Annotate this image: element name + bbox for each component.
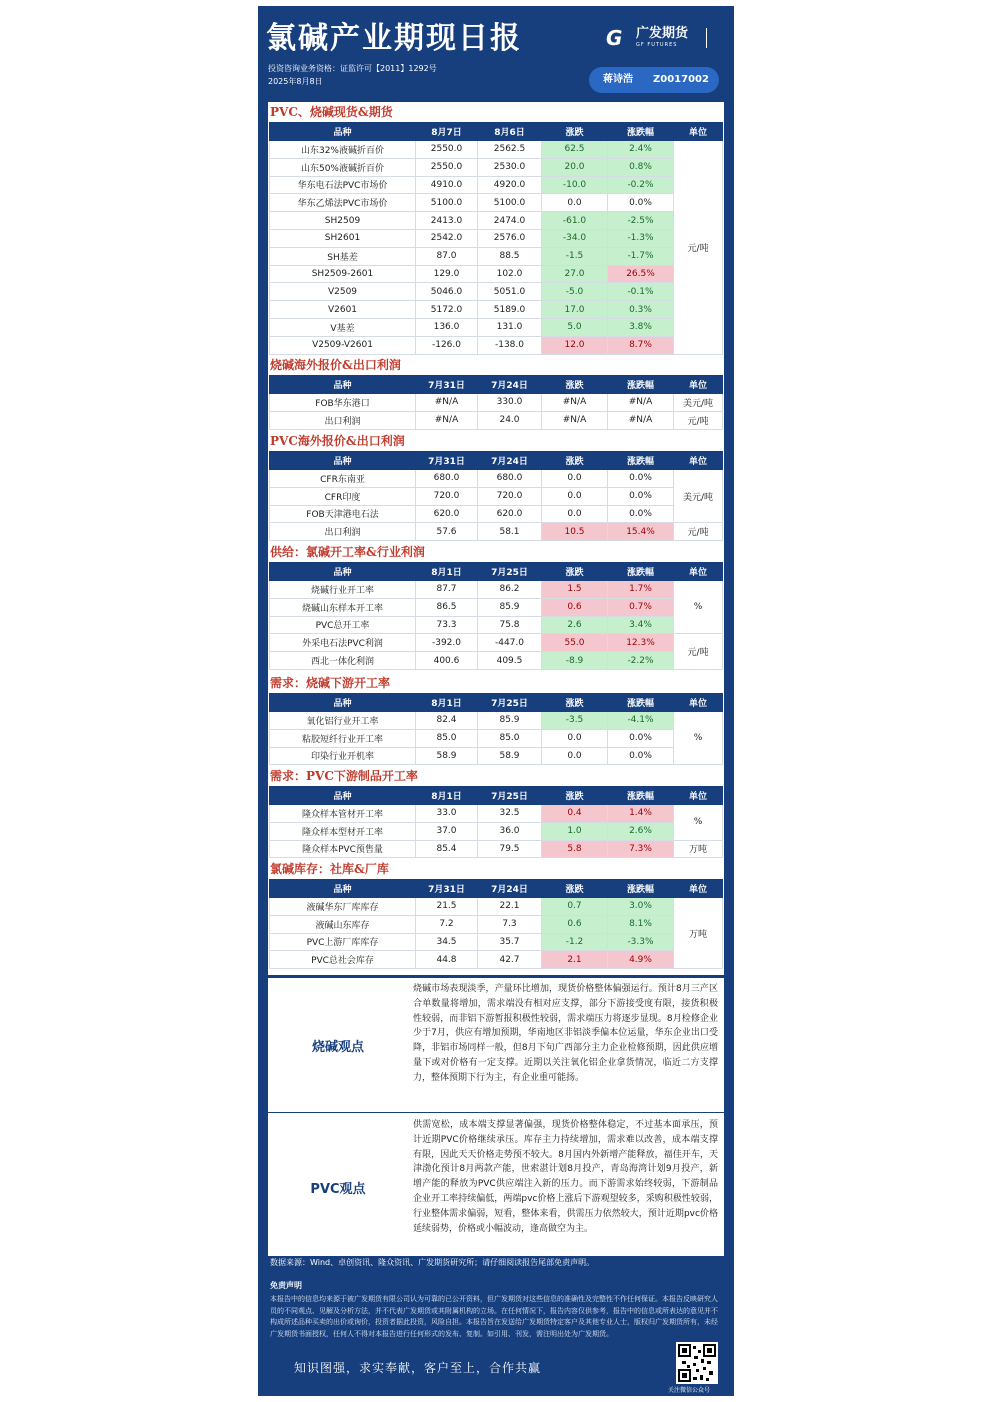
column-header: 7月31日 <box>416 376 478 394</box>
row-label: 粘胶短纤行业开工率 <box>270 729 416 747</box>
table-cell: -1.3% <box>608 229 674 247</box>
analyst-id: Z0017002 <box>653 74 709 85</box>
table-row <box>270 301 723 319</box>
row-label: 烧碱行业开工率 <box>270 581 416 599</box>
column-header: 8月1日 <box>416 787 478 805</box>
column-header: 品种 <box>270 452 416 470</box>
table-cell: 1.4% <box>608 805 674 823</box>
table-cell: 58.9 <box>478 747 542 765</box>
disclaimer-text: 本报告中的信息均来源于被广发期货有限公司认为可靠的已公开资料，但广发期货对这些信息的准确性及完整性不作任何保证。本报告反映研究人员的不同观点、见解及分析方法，并不代表广发期货或其附属机构的立场。在任何情况下，报告内容仅供参考，报告中的信息或所表达的意见并不构成所述品种买卖的出价或询价，投资者据此投资，风险自担。本报告旨在发送给广发期货特定客户及其他专业人士，版权归广发期货所有，未经广发期货书面授权，任何人不得对本报告进行任何形式的发布、复制。如引用、刊发，需注明出处为广发期货。 <box>270 1295 718 1338</box>
gf-logo-icon: G <box>606 26 623 50</box>
company-slogan: 知识图强，求实奉献，客户至上，合作共赢 <box>294 1361 542 1375</box>
section-title: 氯碱库存：社库&厂库 <box>270 862 389 876</box>
row-label: PVC总社会库存 <box>270 951 416 969</box>
table-cell: -126.0 <box>416 336 478 354</box>
column-header: 品种 <box>270 563 416 581</box>
row-label: SH2509-2601 <box>270 265 416 283</box>
table-cell: 86.5 <box>416 598 478 616</box>
column-header: 品种 <box>270 123 416 141</box>
unit-cell: 万吨 <box>674 840 723 858</box>
column-header: 7月25日 <box>478 787 542 805</box>
row-label: 出口利润 <box>270 523 416 541</box>
unit-cell: % <box>674 805 723 841</box>
column-header: 7月25日 <box>478 563 542 581</box>
qr-code <box>676 1342 718 1384</box>
column-header: 涨跌幅 <box>608 694 674 712</box>
table-cell: 17.0 <box>542 301 608 319</box>
section-title: 烧碱海外报价&出口利润 <box>270 358 401 372</box>
data-table <box>269 693 723 765</box>
data-table <box>269 451 723 541</box>
table-cell: 129.0 <box>416 265 478 283</box>
caustic-view-label: 烧碱观点 <box>311 1040 364 1055</box>
table-cell: 7.3% <box>608 840 674 858</box>
table-cell: 12.3% <box>608 634 674 652</box>
column-header: 涨跌幅 <box>608 563 674 581</box>
table-cell: 0.6 <box>542 915 608 933</box>
table-cell: 102.0 <box>478 265 542 283</box>
table-cell: -1.2 <box>542 933 608 951</box>
row-label: SH基差 <box>270 247 416 265</box>
table-cell: #N/A <box>542 394 608 412</box>
table-cell: 27.0 <box>542 265 608 283</box>
table-cell: 79.5 <box>478 840 542 858</box>
table-cell: #N/A <box>416 411 478 429</box>
table-cell: 136.0 <box>416 318 478 336</box>
section-title: 供给：氯碱开工率&行业利润 <box>270 545 425 559</box>
row-label: 西北一体化利润 <box>270 652 416 670</box>
unit-cell: 美元/吨 <box>674 470 723 523</box>
table-cell: -1.7% <box>608 247 674 265</box>
row-label: 华东电石法PVC市场价 <box>270 176 416 194</box>
table-cell: 33.0 <box>416 805 478 823</box>
table-cell: 2474.0 <box>478 212 542 230</box>
table-cell: 1.5 <box>542 581 608 599</box>
column-header: 涨跌 <box>542 694 608 712</box>
data-table <box>269 562 723 670</box>
row-label: FOB天津港电石法 <box>270 505 416 523</box>
row-label: PVC上游厂库库存 <box>270 933 416 951</box>
table-cell: 62.5 <box>542 141 608 159</box>
views-panel <box>268 978 724 1256</box>
table-cell: 32.5 <box>478 805 542 823</box>
license-text: 投资咨询业务资格：证监许可【2011】1292号 <box>268 64 437 73</box>
column-header: 涨跌幅 <box>608 787 674 805</box>
table-cell: -0.1% <box>608 283 674 301</box>
table-cell: 12.0 <box>542 336 608 354</box>
table-cell: 5046.0 <box>416 283 478 301</box>
row-label: SH2601 <box>270 229 416 247</box>
row-label: 液碱山东库存 <box>270 915 416 933</box>
table-row <box>270 729 723 747</box>
table-cell: 87.7 <box>416 581 478 599</box>
row-label: CFR印度 <box>270 487 416 505</box>
unit-cell: 元/吨 <box>674 141 723 355</box>
row-label: V2509-V2601 <box>270 336 416 354</box>
table-row <box>270 487 723 505</box>
table-cell: -8.9 <box>542 652 608 670</box>
table-cell: 409.5 <box>478 652 542 670</box>
data-table <box>269 879 723 969</box>
column-header: 涨跌 <box>542 376 608 394</box>
table-cell: 5100.0 <box>478 194 542 212</box>
table-cell: -61.0 <box>542 212 608 230</box>
row-label: 烧碱山东样本开工率 <box>270 598 416 616</box>
table-cell: 0.0 <box>542 505 608 523</box>
table-cell: 0.0 <box>542 470 608 488</box>
table-cell: 42.7 <box>478 951 542 969</box>
table-cell: 58.1 <box>478 523 542 541</box>
table-cell: 720.0 <box>416 487 478 505</box>
table-cell: -1.5 <box>542 247 608 265</box>
table-row <box>270 247 723 265</box>
row-label: 外采电石法PVC利润 <box>270 634 416 652</box>
data-table <box>269 375 723 430</box>
table-cell: 2.1 <box>542 951 608 969</box>
table-cell: 2.6% <box>608 822 674 840</box>
row-label: V基差 <box>270 318 416 336</box>
table-cell: 5.0 <box>542 318 608 336</box>
table-cell: 720.0 <box>478 487 542 505</box>
table-row <box>270 523 723 541</box>
row-label: 印染行业开机率 <box>270 747 416 765</box>
table-cell: -3.5 <box>542 712 608 730</box>
table-cell: -138.0 <box>478 336 542 354</box>
table-row <box>270 411 723 429</box>
report-page <box>258 6 734 1396</box>
table-row <box>270 598 723 616</box>
table-cell: 85.0 <box>478 729 542 747</box>
row-label: 隆众样本PVC预售量 <box>270 840 416 858</box>
column-header: 单位 <box>674 452 723 470</box>
row-label: 氧化铝行业开工率 <box>270 712 416 730</box>
row-label: 液碱华东厂库库存 <box>270 898 416 916</box>
column-header: 涨跌幅 <box>608 376 674 394</box>
report-date: 2025年8月8日 <box>268 77 323 86</box>
table-row <box>270 805 723 823</box>
table-cell: 85.9 <box>478 712 542 730</box>
table-cell: 2542.0 <box>416 229 478 247</box>
section-title: PVC海外报价&出口利润 <box>270 434 405 448</box>
table-cell: 87.0 <box>416 247 478 265</box>
section-title: 需求：PVC下游制品开工率 <box>270 769 418 783</box>
table-row <box>270 933 723 951</box>
column-header: 单位 <box>674 787 723 805</box>
table-cell: 330.0 <box>478 394 542 412</box>
row-label: 华东乙烯法PVC市场价 <box>270 194 416 212</box>
row-label: 出口利润 <box>270 411 416 429</box>
column-header: 涨跌 <box>542 563 608 581</box>
table-cell: 5100.0 <box>416 194 478 212</box>
table-cell: 620.0 <box>416 505 478 523</box>
table-cell: 4910.0 <box>416 176 478 194</box>
table-cell: 0.0 <box>542 747 608 765</box>
pvc-view-label: PVC观点 <box>310 1182 366 1197</box>
table-cell: 0.6 <box>542 598 608 616</box>
unit-cell: % <box>674 581 723 634</box>
column-header: 7月24日 <box>478 376 542 394</box>
table-cell: 3.4% <box>608 616 674 634</box>
column-header: 涨跌 <box>542 787 608 805</box>
table-cell: -5.0 <box>542 283 608 301</box>
table-row <box>270 915 723 933</box>
table-cell: 4920.0 <box>478 176 542 194</box>
table-cell: -3.3% <box>608 933 674 951</box>
table-cell: 0.4 <box>542 805 608 823</box>
table-cell: 2576.0 <box>478 229 542 247</box>
disclaimer-title: 免责声明 <box>270 1281 302 1290</box>
table-cell: 22.1 <box>478 898 542 916</box>
analyst-name: 蒋诗浩 <box>603 74 633 85</box>
pvc-view-text: 供需宽松，成本端支撑显著偏强，现货价格整体稳定，不过基本面承压，预计近期PVC价格继续承压。库存主力持续增加，需求难以改善，成本端支撑有限，因此天天价格走势预不较大。8月国内外新增产能释放，福佳开车，天津渤化预计8月两款产能，世索湛计划8月投产，青岛海湾计划9月投产，新增产能的释放为PVC供应端注入新的压力。而下游需求始终较弱，下游制品企业开工率持续偏低，两端pvc价格上涨后下游观望较多，采购积极性较弱，行业整体需求偏弱，短看，整体来看，供需压力依然较大，预计近期pvc价格延续弱势，价格或小幅波动，逢高做空为主。 <box>413 1120 718 1234</box>
table-cell: 35.7 <box>478 933 542 951</box>
column-header: 涨跌幅 <box>608 880 674 898</box>
table-cell: 0.0 <box>542 729 608 747</box>
table-cell: 3.0% <box>608 898 674 916</box>
table-cell: 0.7 <box>542 898 608 916</box>
table-cell: 73.3 <box>416 616 478 634</box>
column-header: 7月24日 <box>478 452 542 470</box>
table-row <box>270 265 723 283</box>
unit-cell: 美元/吨 <box>674 394 723 412</box>
table-row <box>270 581 723 599</box>
table-cell: 0.0% <box>608 470 674 488</box>
table-row <box>270 141 723 159</box>
table-row <box>270 616 723 634</box>
table-cell: 0.3% <box>608 301 674 319</box>
table-cell: -0.2% <box>608 176 674 194</box>
table-cell: 0.0 <box>542 487 608 505</box>
table-cell: 5.8 <box>542 840 608 858</box>
row-label: 隆众样本管材开工率 <box>270 805 416 823</box>
table-cell: 2550.0 <box>416 158 478 176</box>
table-cell: 85.9 <box>478 598 542 616</box>
column-header: 8月1日 <box>416 694 478 712</box>
row-label: 隆众样本型材开工率 <box>270 822 416 840</box>
table-cell: 8.7% <box>608 336 674 354</box>
column-header: 单位 <box>674 880 723 898</box>
section-title: PVC、烧碱现货&期货 <box>270 105 393 119</box>
section-title: 需求：烧碱下游开工率 <box>270 676 391 690</box>
column-header: 7月31日 <box>416 880 478 898</box>
column-header: 涨跌 <box>542 452 608 470</box>
table-cell: 2.4% <box>608 141 674 159</box>
table-row <box>270 176 723 194</box>
table-cell: #N/A <box>608 411 674 429</box>
table-cell: 0.0% <box>608 487 674 505</box>
table-cell: 82.4 <box>416 712 478 730</box>
view-divider <box>268 1112 724 1113</box>
table-cell: 0.0% <box>608 747 674 765</box>
table-cell: 400.6 <box>416 652 478 670</box>
table-row <box>270 747 723 765</box>
company-logo <box>606 26 710 52</box>
table-cell: -392.0 <box>416 634 478 652</box>
table-cell: 680.0 <box>478 470 542 488</box>
table-row <box>270 194 723 212</box>
row-label: V2601 <box>270 301 416 319</box>
qr-code-icon <box>676 1342 718 1384</box>
table-cell: 5189.0 <box>478 301 542 319</box>
table-cell: 8.1% <box>608 915 674 933</box>
table-cell: #N/A <box>608 394 674 412</box>
table-cell: 10.5 <box>542 523 608 541</box>
table-cell: 3.8% <box>608 318 674 336</box>
table-cell: 57.6 <box>416 523 478 541</box>
table-cell: -4.1% <box>608 712 674 730</box>
row-label: V2509 <box>270 283 416 301</box>
data-table <box>269 122 723 355</box>
table-cell: 75.8 <box>478 616 542 634</box>
table-cell: 680.0 <box>416 470 478 488</box>
table-row <box>270 394 723 412</box>
table-row <box>270 212 723 230</box>
table-row <box>270 634 723 652</box>
table-row <box>270 336 723 354</box>
logo-name: 广发期货 <box>636 26 689 41</box>
table-cell: 2413.0 <box>416 212 478 230</box>
table-row <box>270 822 723 840</box>
table-row <box>270 470 723 488</box>
row-label: SH2509 <box>270 212 416 230</box>
column-header: 7月31日 <box>416 452 478 470</box>
table-cell: 131.0 <box>478 318 542 336</box>
table-cell: -2.5% <box>608 212 674 230</box>
column-header: 单位 <box>674 123 723 141</box>
table-cell: 21.5 <box>416 898 478 916</box>
row-label: FOB华东港口 <box>270 394 416 412</box>
table-cell: 2.6 <box>542 616 608 634</box>
data-source: 数据来源：Wind、卓创资讯、隆众资讯、广发期货研究所；请仔细阅读报告尾部免责声明。 <box>270 1258 595 1267</box>
table-cell: 20.0 <box>542 158 608 176</box>
table-cell: 1.7% <box>608 581 674 599</box>
table-row <box>270 898 723 916</box>
table-cell: 4.9% <box>608 951 674 969</box>
unit-cell: 元/吨 <box>674 523 723 541</box>
column-header: 8月6日 <box>478 123 542 141</box>
table-row <box>270 229 723 247</box>
table-cell: -447.0 <box>478 634 542 652</box>
column-header: 品种 <box>270 376 416 394</box>
column-header: 7月24日 <box>478 880 542 898</box>
unit-cell: % <box>674 712 723 765</box>
data-table <box>269 786 723 858</box>
column-header: 涨跌幅 <box>608 452 674 470</box>
row-label: 山东32%液碱折百价 <box>270 141 416 159</box>
table-cell: 26.5% <box>608 265 674 283</box>
column-header: 品种 <box>270 880 416 898</box>
report-title: 氯碱产业期现日报 <box>266 21 522 56</box>
unit-cell: 万吨 <box>674 898 723 969</box>
table-cell: 24.0 <box>478 411 542 429</box>
table-cell: 0.7% <box>608 598 674 616</box>
table-row <box>270 158 723 176</box>
table-cell: 2530.0 <box>478 158 542 176</box>
table-cell: 86.2 <box>478 581 542 599</box>
table-cell: 5172.0 <box>416 301 478 319</box>
table-cell: 34.5 <box>416 933 478 951</box>
column-header: 8月7日 <box>416 123 478 141</box>
table-cell: 37.0 <box>416 822 478 840</box>
table-cell: #N/A <box>542 411 608 429</box>
table-cell: 7.2 <box>416 915 478 933</box>
column-header: 涨跌 <box>542 123 608 141</box>
table-cell: 0.0 <box>542 194 608 212</box>
table-cell: 88.5 <box>478 247 542 265</box>
table-row <box>270 505 723 523</box>
unit-cell: 元/吨 <box>674 411 723 429</box>
table-cell: 7.3 <box>478 915 542 933</box>
column-header: 8月1日 <box>416 563 478 581</box>
column-header: 品种 <box>270 787 416 805</box>
qr-label: 关注微信公众号 <box>668 1387 711 1394</box>
table-cell: 55.0 <box>542 634 608 652</box>
caustic-view-text: 烧碱市场表现淡季，产量环比增加，现货价格整体偏强运行。预计8月三产区合单数量将增加，需求端没有相对应支撑，部分下游接受度有限，接货积极性较弱，而非铝下游暂报积极性较弱，需求端压力将逐步显现。8月检修企业少于7月，供应有增加预期，华南地区非铝淡季偏本位运量，华东企业出口受降，非铝市场同样一般，但8月下旬广西部分主力企业检修预期，因此供应增量下或对价格有一定支撑。近期以关注氧化铝企业拿货情况，临近二方支撑力，整体预期下行为主，有企业重可能扬。 <box>413 984 718 1083</box>
table-cell: 15.4% <box>608 523 674 541</box>
table-cell: 0.0% <box>608 729 674 747</box>
table-cell: -10.0 <box>542 176 608 194</box>
table-cell: 0.0% <box>608 505 674 523</box>
table-row <box>270 652 723 670</box>
table-row <box>270 712 723 730</box>
table-cell: 85.0 <box>416 729 478 747</box>
table-cell: 85.4 <box>416 840 478 858</box>
table-row <box>270 840 723 858</box>
table-cell: 58.9 <box>416 747 478 765</box>
column-header: 涨跌幅 <box>608 123 674 141</box>
table-cell: 1.0 <box>542 822 608 840</box>
column-header: 7月25日 <box>478 694 542 712</box>
table-cell: 2550.0 <box>416 141 478 159</box>
table-row <box>270 283 723 301</box>
table-cell: 44.8 <box>416 951 478 969</box>
table-cell: 2562.5 <box>478 141 542 159</box>
table-row <box>270 951 723 969</box>
tables-panel <box>268 102 724 975</box>
column-header: 单位 <box>674 563 723 581</box>
unit-cell: 元/吨 <box>674 634 723 670</box>
row-label: PVC总开工率 <box>270 616 416 634</box>
logo-english: GF FUTURES <box>636 42 678 48</box>
table-cell: 620.0 <box>478 505 542 523</box>
column-header: 涨跌 <box>542 880 608 898</box>
row-label: 山东50%液碱折百价 <box>270 158 416 176</box>
table-cell: -34.0 <box>542 229 608 247</box>
table-cell: -2.2% <box>608 652 674 670</box>
table-row <box>270 318 723 336</box>
logo-divider <box>706 28 707 48</box>
column-header: 单位 <box>674 694 723 712</box>
table-cell: 0.8% <box>608 158 674 176</box>
column-header: 品种 <box>270 694 416 712</box>
column-header: 单位 <box>674 376 723 394</box>
table-cell: #N/A <box>416 394 478 412</box>
row-label: CFR东南亚 <box>270 470 416 488</box>
table-cell: 0.0% <box>608 194 674 212</box>
analyst-badge <box>589 67 719 93</box>
table-cell: 5051.0 <box>478 283 542 301</box>
table-cell: 36.0 <box>478 822 542 840</box>
